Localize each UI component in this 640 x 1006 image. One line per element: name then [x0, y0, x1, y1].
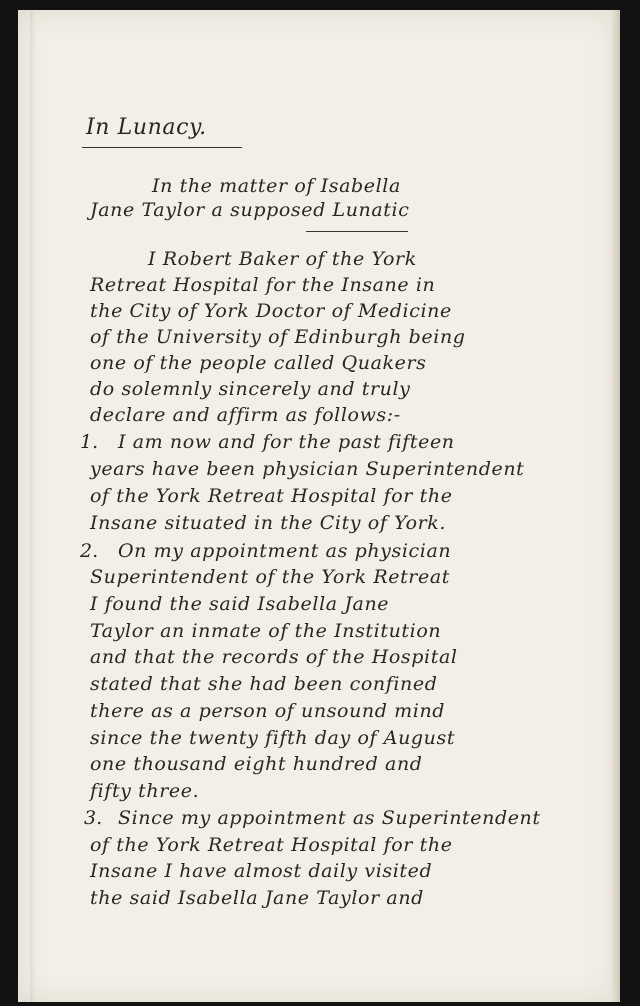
body-line: stated that she had been confined	[90, 673, 438, 695]
matter-line: In the matter of Isabella	[152, 175, 401, 197]
body-line: On my appointment as physician	[118, 540, 452, 562]
paragraph-number: 2.	[80, 540, 99, 562]
body-line: declare and affirm as follows:-	[90, 404, 401, 426]
body-line: of the University of Edinburgh being	[90, 326, 466, 348]
matter-underline	[306, 231, 408, 232]
body-line: do solemnly sincerely and truly	[90, 378, 411, 400]
body-line: of the York Retreat Hospital for the	[90, 485, 453, 507]
body-line: I Robert Baker of the York	[148, 248, 417, 270]
body-line: and that the records of the Hospital	[90, 646, 458, 668]
paragraph-number: 3.	[84, 807, 103, 829]
body-line: the City of York Doctor of Medicine	[90, 300, 452, 322]
body-line: of the York Retreat Hospital for the	[90, 834, 453, 856]
body-line: since the twenty fifth day of August	[90, 727, 456, 749]
body-line: Superintendent of the York Retreat	[90, 566, 450, 588]
body-line: Since my appointment as Superintendent	[118, 807, 541, 829]
body-line: I found the said Isabella Jane	[90, 593, 390, 615]
body-line: Insane situated in the City of York.	[90, 512, 447, 534]
body-line: years have been physician Superintendent	[90, 458, 525, 480]
body-line: Retreat Hospital for the Insane in	[90, 274, 436, 296]
body-line: the said Isabella Jane Taylor and	[90, 887, 424, 909]
paragraph-number: 1.	[80, 431, 99, 453]
heading-underline	[82, 147, 242, 148]
body-line: one thousand eight hundred and	[90, 753, 423, 775]
body-line: one of the people called Quakers	[90, 352, 427, 374]
body-line: fifty three.	[90, 780, 200, 802]
body-line: Insane I have almost daily visited	[90, 860, 433, 882]
body-line: I am now and for the past fifteen	[118, 431, 455, 453]
heading: In Lunacy.	[86, 115, 207, 140]
body-line: Taylor an inmate of the Institution	[90, 620, 442, 642]
body-line: there as a person of unsound mind	[90, 700, 446, 722]
matter-line: Jane Taylor a supposed Lunatic	[90, 199, 410, 221]
